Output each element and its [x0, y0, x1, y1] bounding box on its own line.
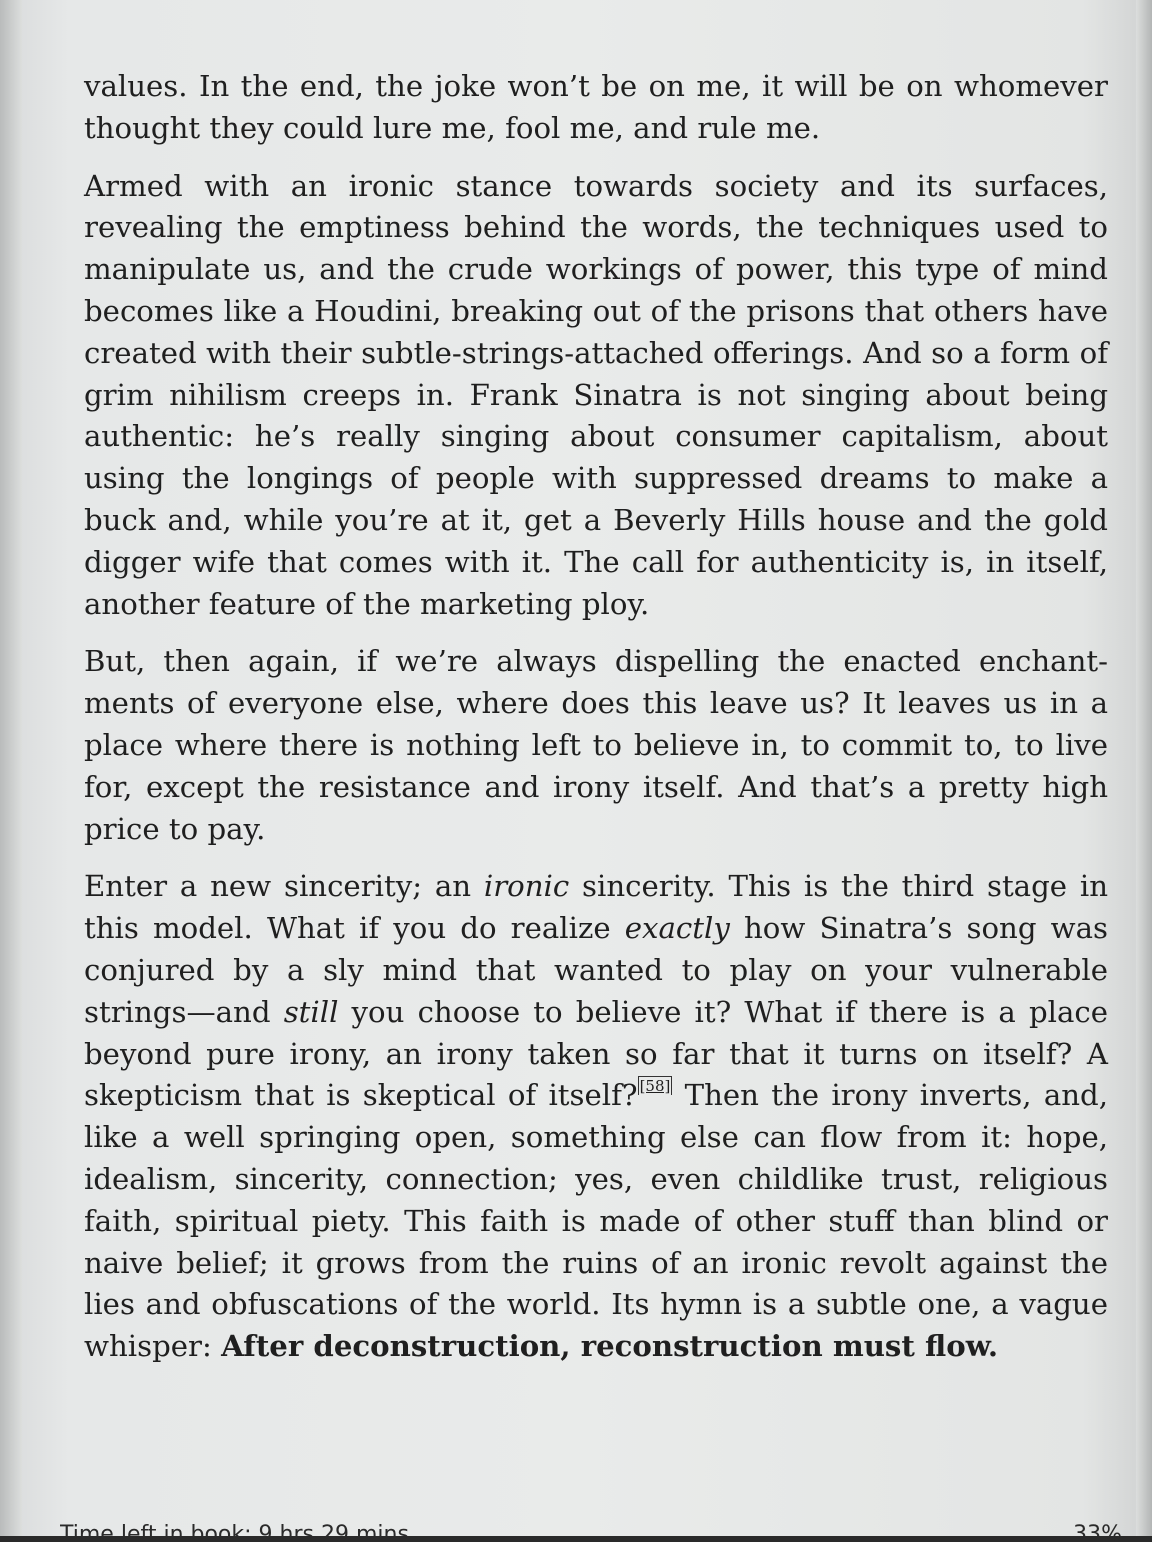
italic-emphasis: exactly: [624, 911, 730, 946]
text-run: Enter a new sincerity; an: [84, 869, 484, 904]
text-run: you choose to believe it? What if there is a place beyond pure irony, an irony taken so far that it turns on itself? A skepticism that is skeptical of itself?: [84, 994, 1108, 1113]
paragraph: [84, 641, 1108, 850]
device-bezel-right: [1136, 0, 1152, 1536]
footnote-link[interactable]: [58]: [639, 1077, 671, 1096]
text-run: Then the irony inverts, and, like a well springing open, something else can flow from it: hope, idealism, sincerity, connection; yes, even childlike trust, religious faith, spiritual piety. This faith is made of other stuff than blind or naive belief; it grows from the ruins of an ironic revolt against the lies and obfuscations of the world. Its hymn is a subtle one, a vague whisper:: [84, 1078, 1108, 1364]
italic-emphasis: still: [283, 994, 339, 1029]
paragraph: [84, 66, 1108, 150]
text-run: sincerity. This is the third stage in this model. What if you do realize: [84, 869, 1108, 946]
reading-progress-footer[interactable]: [60, 1522, 1122, 1542]
time-left-in-book: Time left in book: 9 hrs 29 mins: [60, 1522, 409, 1542]
paragraph: [84, 166, 1108, 626]
paragraph: [84, 866, 1108, 1368]
progress-percent: 33%: [1073, 1522, 1122, 1542]
text-run: But, then again, if we’re always dispelling the enacted enchantments of everyone else, where does this leave us? It leaves us in a place where there is nothing left to believe in, to commit to, to live for, except the resistance and irony itself. And that’s a pretty high price to pay.: [84, 644, 1108, 846]
device-bezel-left: [0, 0, 22, 1536]
italic-emphasis: ironic: [483, 869, 570, 904]
text-run: values. In the end, the joke won’t be on me, it will be on whomever thought they could lure me, fool me, and rule me.: [84, 69, 1108, 145]
book-page-text[interactable]: [84, 66, 1108, 1384]
text-run: Armed with an ironic stance towards society and its surfaces, revealing the emptiness behind the words, the techniques used to manipulate us, and the crude workings of power, this type of mind becomes like a Houdini, breaking out of the prisons that others have created with their subtle-strings-attached offerings. And so a form of grim nihilism creeps in. Frank Sinatra is not singing about being authentic: he’s really singing about consumer capitalism, about using the longings of people with suppressed dreams to make a buck and, while you’re at it, get a Beverly Hills house and the gold digger wife that comes with it. The call for authenticity is, in itself, another feature of the marketing ploy.: [84, 168, 1108, 621]
bold-emphasis: After deconstruction, reconstruction must flow.: [221, 1329, 999, 1364]
text-run: how Sinatra’s song was conjured by a sly mind that wanted to play on your vulnerable strings—and: [84, 911, 1109, 1029]
